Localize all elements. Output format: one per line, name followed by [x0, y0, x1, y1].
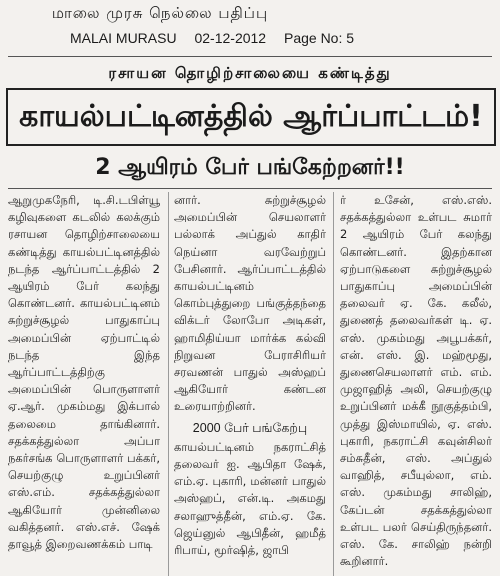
body-divider	[8, 188, 492, 189]
article-column-2	[174, 192, 326, 576]
paper-name: MALAI MURASU	[70, 30, 177, 46]
edition-date: 02-12-2012	[194, 30, 267, 46]
top-divider	[8, 56, 492, 57]
column-text: னார். சுற்றுச்சூழல் அமைப்பின் செயலாளர் பல்லாக் அப்துல் காதிர் நெய்னா வரவேற்றுப் பேசினார். ஆர்ப்பாட்டத்தில் காயல்பட்டினம் கொம்புத்துறை பங்குத்தந்தை விக்டர் லோபோ அடிகள், ஹாமிதிய்யா மார்க்க கல்வி நிறுவன பேராசிரியர் சரவணன் பாதுல் அஸ்ஹப் ஆகியோர் கண்டன உரையாற்றினர்.	[174, 193, 326, 414]
article-column-3	[340, 192, 492, 576]
column-text: காயல்பட்டினம் நகராட்சித் தலைவர் ஐ. ஆபிதா ஷேக், எம்.ஏ. புகாரி, மன்னர் பாதுல் அஸ்ஹப், என்.டி. அகமது சலாஹுத்தீன், எம்.ஏ. கே. ஜெய்னுல் ஆபிதீன், ஹமீத் ரிபாய், மூர்ஷித், ஜாபி	[174, 439, 326, 558]
column-separator	[168, 192, 169, 576]
column-subheading: 2000 பேர் பங்கேற்பு	[192, 420, 308, 435]
article-column-1	[8, 192, 160, 576]
column-text: ஆறுமுகநேரி, டி.சி.டபிள்யூ கழிவுகளை கடலில் கலக்கும் ரசாயன தொழிற்சாலையை கண்டித்து காயல்பட்டினத்தில் நடந்த ஆர்ப்பாட்டத்தில் 2 ஆயிரம் பேர் கலந்து கொண்டனர். காயல்பட்டினம் சுற்றுச்சூழல் பாதுகாப்பு அமைப்பின் ஏற்பாட்டில் நடந்த இந்த ஆர்ப்பாட்டத்திற்கு அமைப்பின் பொருளாளர் ஏ.ஆர். முகம்மது இக்பால் தலைமை தாங்கினார். சதக்கத்துல்லா அப்பா நகர்சங்க பொருளாளர் பக்கர், செயற்குழு உறுப்பினர் எஸ்.எம். சதக்கத்துல்லா ஆகியோர் முன்னிலை வகித்தனர். எஸ்.எச். ஷேக் தாவூத் இறைவணக்கம் பாடி	[8, 193, 160, 552]
masthead-tamil: மாலை முரசு நெல்லை பதிப்பு	[51, 4, 269, 22]
article-headline: காயல்பட்டினத்தில் ஆர்ப்பாட்டம்!	[6, 88, 496, 146]
article-kicker: ரசாயன தொழிற்சாலையை கண்டித்து	[108, 64, 392, 82]
article-subhead: 2 ஆயிரம் பேர் பங்கேற்றனர்!!	[95, 155, 405, 180]
column-separator	[333, 192, 334, 576]
column-text: ர் உசேன், எஸ்.எஸ். சதக்கத்துல்லா உள்பட சுமார் 2 ஆயிரம் பேர் கலந்து கொண்டனர். இதற்கான ஏற்பாடுகளை சுற்றுச்சூழல் பாதுகாப்பு அமைப்பின் தலைவர் ஏ. கே. கலீல், துணைத் தலைவர்கள் டி. ஏ. எஸ். முகம்மது அபூபக்கர், என். எஸ். இ. மஹ்மூது, துணைசெயலாளர் எம். எம். முஜாஹித் அலி, செயற்குழு உறுப்பினர் மக்கீ நூகுத்தம்பி, முத்து இஸ்மாயில், ஏ. எஸ். புகாரி, நகராட்சி கவுன்சிலர் சம்சுதீன், எஸ். அப்துல் வாஹித், சபீயுல்லா, எம். எஸ். முகம்மது சாலிஹ், கேப்டன் சதக்கத்துல்லா உள்பட பலர் செய்திருந்தனர். எஸ். கே. சாலிஹ் நன்றி கூறினார்.	[340, 193, 492, 569]
page-number: Page No: 5	[283, 30, 355, 46]
masthead-line	[70, 30, 368, 46]
